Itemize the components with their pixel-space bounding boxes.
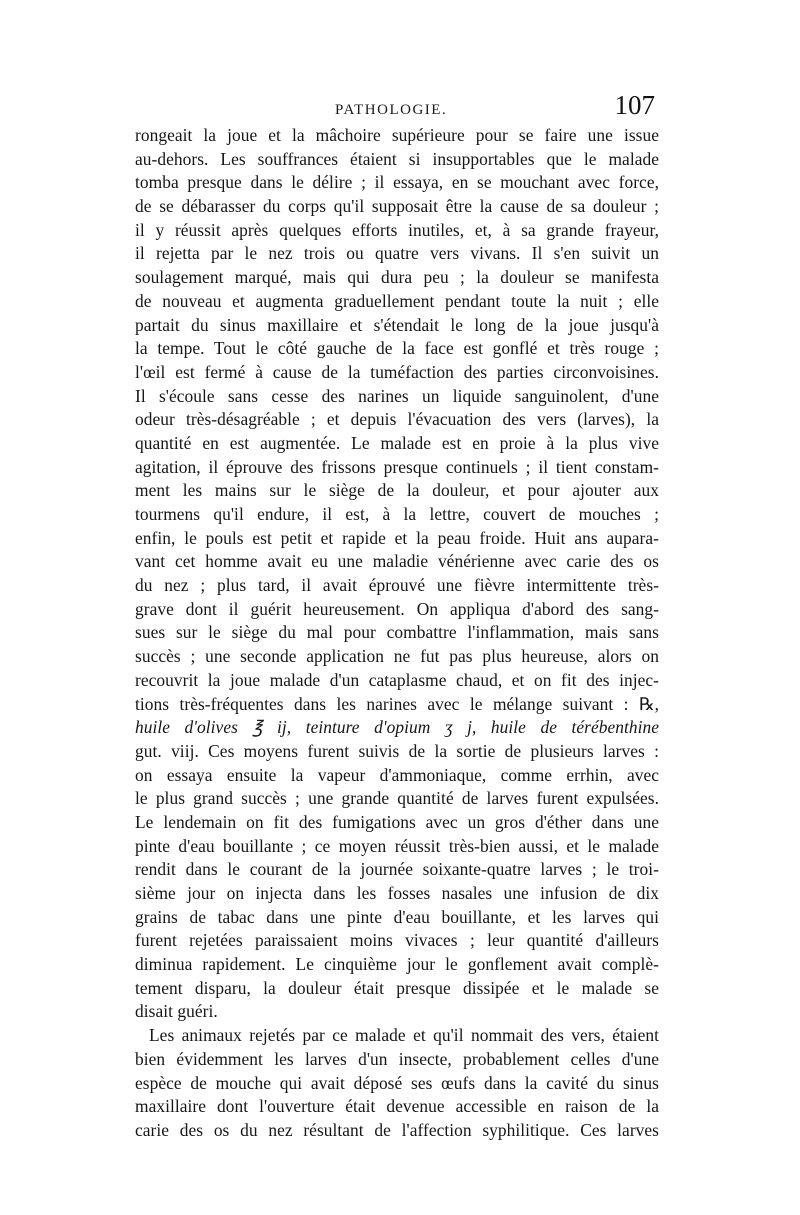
page-header: [135, 90, 655, 126]
text-line: quantité en est augmentée. Le malade est en proie à la plus vive: [135, 432, 659, 453]
text-line-paragraph-start: Les animaux rejetés par ce malade et qu'il nommait des vers, étaient: [149, 1025, 659, 1046]
text-line: grains de tabac dans une pinte d'eau bouillante, et les larves qui: [135, 906, 659, 927]
text-line: il rejetta par le nez trois ou quatre vers vivans. Il s'en suivit un: [135, 243, 659, 264]
text-line: tement disparu, la douleur était presque dissipée et le malade se: [135, 977, 659, 998]
text-line: enfin, le pouls est petit et rapide et la peau froide. Huit ans aupara-: [135, 527, 659, 548]
text-line: sième jour on injecta dans les fosses nasales une infusion de dix: [135, 883, 659, 903]
text-line: rongeait la joue et la mâchoire supérieure pour se faire une issue: [135, 125, 659, 145]
text-line: on essaya ensuite la vapeur d'ammoniaque, comme errhin, avec: [135, 764, 659, 785]
text-line: ment les mains sur le siège de la douleur, et pour ajouter aux: [135, 480, 659, 501]
text-line: au-dehors. Les souffrances étaient si insupportables que le malade: [135, 148, 659, 169]
text-line: l'œil est fermé à cause de la tuméfaction des parties circonvoisines.: [135, 361, 659, 382]
text-line: tions très-fréquentes dans les narines avec le mélange suivant : ℞,: [135, 693, 659, 714]
text-line: de nouveau et augmenta graduellement pendant toute la nuit ; elle: [135, 290, 659, 311]
text-line: espèce de mouche qui avait déposé ses œufs dans la cavité du sinus: [135, 1072, 659, 1093]
text-line: il y réussit après quelques efforts inutiles, et, à sa grande frayeur,: [135, 219, 659, 240]
text-line: tomba presque dans le délire ; il essaya, en se mouchant avec force,: [135, 172, 659, 193]
text-line: tourmens qu'il endure, il est, à la lettre, couvert de mouches ;: [135, 504, 659, 524]
text-line: grave dont il guérit heureusement. On appliqua d'abord des sang-: [135, 598, 659, 619]
text-line: rendit dans le courant de la journée soixante-quatre larves ; le troi-: [135, 859, 659, 880]
text-line: agitation, il éprouve des frissons presque continuels ; il tient constam-: [135, 456, 659, 477]
running-head: PATHOLOGIE.: [335, 102, 448, 118]
text-line: carie des os du nez résultant de l'affection syphilitique. Ces larves: [135, 1119, 659, 1140]
text-line: gut. viij. Ces moyens furent suivis de la sortie de plusieurs larves :: [135, 740, 659, 761]
text-line-formula: huile d'olives ℥ ij, teinture d'opium ʒ j, huile de térébenthine: [135, 717, 659, 738]
text-line: odeur très-désagréable ; et depuis l'évacuation des vers (larves), la: [135, 409, 659, 430]
text-line: diminua rapidement. Le cinquième jour le gonflement avait complè-: [135, 954, 659, 975]
page-number: 107: [614, 90, 655, 120]
text-line: Le lendemain on fit des fumigations avec un gros d'éther dans une: [135, 811, 659, 832]
text-line: maxillaire dont l'ouverture était devenue accessible en raison de la: [135, 1096, 659, 1117]
text-line: la tempe. Tout le côté gauche de la face est gonflé et très rouge ;: [135, 338, 659, 359]
text-line: Il s'écoule sans cesse des narines un liquide sanguinolent, d'une: [135, 385, 659, 406]
text-line: pinte d'eau bouillante ; ce moyen réussit très-bien aussi, et le malade: [135, 835, 659, 856]
text-line: soulagement marqué, mais qui dura peu ; la douleur se manifesta: [135, 267, 659, 288]
text-line: partait du sinus maxillaire et s'étendait le long de la joue jusqu'à: [135, 314, 659, 335]
text-line: succès ; une seconde application ne fut pas plus heureuse, alors on: [135, 646, 659, 667]
body-text: [135, 124, 659, 1143]
text-line: de se débarasser du corps qu'il supposait être la cause de sa douleur ;: [135, 196, 659, 217]
text-line: bien évidemment les larves d'un insecte, probablement celles d'une: [135, 1048, 659, 1069]
text-line: recouvrit la joue malade d'un cataplasme chaud, et on fit des injec-: [135, 669, 659, 690]
text-line: furent rejetées paraissaient moins vivaces ; leur quantité d'ailleurs: [135, 930, 659, 951]
text-line: sues sur le siège du mal pour combattre l'inflammation, mais sans: [135, 622, 659, 643]
text-line: vant cet homme avait eu une maladie vénérienne avec carie des os: [135, 551, 659, 572]
text-line: le plus grand succès ; une grande quantité de larves furent expulsées.: [135, 788, 659, 809]
text-line: du nez ; plus tard, il avait éprouvé une fièvre intermittente très-: [135, 575, 659, 596]
text-line: disait guéri.: [135, 1001, 218, 1022]
